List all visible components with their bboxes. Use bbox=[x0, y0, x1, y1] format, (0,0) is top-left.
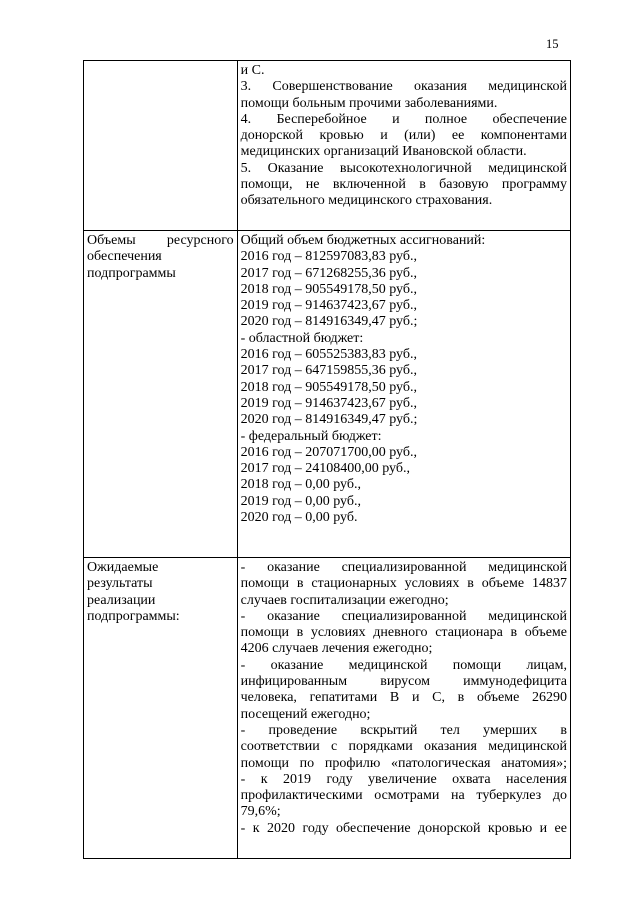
text-line: 2018 год – 905549178,50 руб., bbox=[240, 281, 417, 297]
text-line: человека, гепатитами В и С, в объеме 26290 bbox=[240, 690, 567, 706]
text-line: - областной бюджет: bbox=[240, 330, 364, 346]
table-row-resource-volumes bbox=[84, 231, 571, 558]
text-line: 2020 год – 814916349,47 руб.; bbox=[240, 314, 418, 330]
text-line: донорской кровью и (или) ее компонентами bbox=[240, 128, 567, 144]
text-line: - оказание медицинской помощи лицам, bbox=[240, 657, 567, 673]
text-line: помощи в условиях дневного стационара в объеме bbox=[240, 625, 567, 641]
text-line: 2016 год – 605525383,83 руб., bbox=[240, 347, 417, 363]
text-line: Объемы ресурсного bbox=[87, 233, 234, 248]
row-heading-cell bbox=[84, 61, 238, 231]
text-line: случаев госпитализации ежегодно; bbox=[240, 592, 449, 608]
text-line: помощи, не включенной в базовую программу bbox=[240, 177, 567, 193]
text-line: подпрограммы: bbox=[87, 608, 180, 624]
text-line: помощи по профилю «патологическая анатомия»; bbox=[240, 755, 567, 771]
text-line: 4. Бесперебойное и полное обеспечение bbox=[240, 111, 567, 127]
text-line: 2019 год – 0,00 руб., bbox=[240, 493, 361, 509]
text-line: - к 2019 году увеличение охвата населения bbox=[240, 771, 567, 787]
table-row-tasks-continued bbox=[84, 61, 571, 231]
text-line: 3. Совершенствование оказания медицинской bbox=[240, 79, 567, 95]
row-content-cell bbox=[237, 61, 570, 231]
text-line: результаты bbox=[87, 576, 153, 592]
text-line: 2016 год – 207071700,00 руб., bbox=[240, 444, 417, 460]
subprogram-passport-table bbox=[83, 60, 571, 859]
row-content-cell bbox=[237, 231, 570, 558]
text-line: 4206 случаев лечения ежегодно; bbox=[240, 641, 433, 657]
text-line: 2020 год – 0,00 руб. bbox=[240, 510, 358, 526]
text-line: 2019 год – 914637423,67 руб., bbox=[240, 395, 417, 411]
text-line: 2017 год – 647159855,36 руб., bbox=[240, 363, 417, 379]
text-line: инфицированным вирусом иммунодефицита bbox=[240, 674, 567, 690]
text-line: 2017 год – 671268255,36 руб., bbox=[240, 265, 417, 281]
text-line: обязательного медицинского страхования. bbox=[240, 193, 493, 209]
text-line: - проведение вскрытий тел умерших в bbox=[240, 722, 567, 738]
text-line: - к 2020 году обеспечение донорской кровью и ее bbox=[240, 820, 567, 836]
text-line: Ожидаемые bbox=[87, 560, 159, 575]
page-number: 15 bbox=[546, 37, 559, 51]
text-line: 2019 год – 914637423,67 руб., bbox=[240, 298, 417, 314]
text-line: - оказание специализированной медицинской bbox=[240, 560, 567, 575]
text-line: помощи больным прочими заболеваниями. bbox=[240, 95, 498, 111]
text-line: подпрограммы bbox=[87, 265, 176, 281]
text-line: медицинских организаций Ивановской области. bbox=[240, 144, 527, 160]
text-line: - оказание специализированной медицинской bbox=[240, 608, 567, 624]
text-line: 5. Оказание высокотехнологичной медицинской bbox=[240, 160, 567, 176]
row-heading-cell bbox=[84, 558, 238, 859]
row-heading-cell bbox=[84, 231, 238, 558]
text-line: профилактическими осмотрами на туберкулез до bbox=[240, 788, 567, 804]
text-line: реализации bbox=[87, 592, 156, 608]
text-line: 2017 год – 24108400,00 руб., bbox=[240, 461, 410, 477]
table-row-expected-results bbox=[84, 558, 571, 859]
text-line: 2020 год – 814916349,47 руб.; bbox=[240, 412, 418, 428]
text-line: 79,6%; bbox=[240, 804, 281, 820]
text-line: - федеральный бюджет: bbox=[240, 428, 382, 444]
text-line: Общий объем бюджетных ассигнований: bbox=[240, 233, 486, 248]
text-line: 2018 год – 905549178,50 руб., bbox=[240, 379, 417, 395]
text-line: обеспечения bbox=[87, 249, 162, 265]
text-line: помощи в стационарных условиях в объеме 14837 bbox=[240, 576, 567, 592]
text-line: 2018 год – 0,00 руб., bbox=[240, 477, 361, 493]
text-line: посещений ежегодно; bbox=[240, 706, 371, 722]
row-content-cell bbox=[237, 558, 570, 859]
text-line: соответствии с порядками оказания медицинской bbox=[240, 739, 567, 755]
text-line: 2016 год – 812597083,83 руб., bbox=[240, 249, 417, 265]
text-line: и С. bbox=[240, 63, 265, 78]
